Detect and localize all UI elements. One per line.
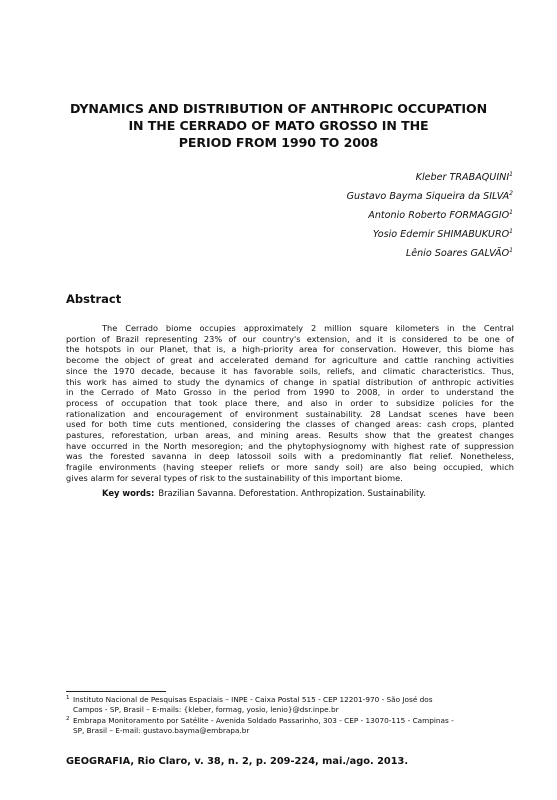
title-line: PERIOD FROM 1990 TO 2008 [178, 135, 379, 150]
abstract-line: gives alarm for several types of risk to the sustainability of this important biome. [66, 472, 403, 483]
footnote-mark: 2 [66, 716, 70, 723]
affiliation-mark: 1 [509, 227, 513, 235]
keywords-text: Brazilian Savanna. Deforestation. Anthropization. Sustainability. [158, 488, 426, 498]
footnotes [66, 695, 514, 737]
abstract-line: The Cerrado biome occupies approximately 2 million square kilometers in the Central [102, 323, 514, 333]
author-name: Gustavo Bayma Siqueira da SILVA [346, 191, 510, 202]
affiliation-mark: 1 [509, 170, 513, 178]
author [113, 168, 513, 187]
author [113, 206, 513, 225]
abstract-line: portion of Brazil representing 23% of our country's extension, and it is considered to be one of [66, 333, 514, 344]
abstract-line: become the object of great and accelerated demand for agriculture and cattle ranching activities [66, 355, 514, 366]
author-name: Antonio Roberto FORMAGGIO [368, 210, 510, 221]
author-list [113, 168, 513, 263]
abstract-line: rationalization and encouragement of environment sustainability. 28 Landsat scenes have been [66, 408, 514, 419]
author-name: Lênio Soares GALVÃO [405, 248, 510, 259]
author [113, 225, 513, 244]
footnote-rule [66, 691, 166, 692]
abstract-heading: Abstract [66, 292, 122, 306]
abstract-line: since the 1970 decade, because it has favorable soils, reliefs, and climatic characteristics. Thus, [66, 365, 514, 376]
abstract-line: in the Cerrado of Mato Grosso in the period from 1990 to 2008, in order to understand the [66, 387, 514, 398]
abstract-line: process of occupation that took place there, and also in order to subsidize policies for the [66, 397, 514, 408]
abstract-line: have occurred in the North mesoregion; and the phytophysiognomy with highest rate of suppression [66, 440, 514, 451]
footnote [66, 716, 514, 735]
footnote-line: Campos - SP, Brasil – E-mails: {kleber, formag, yosio, lenio}@dsr.inpe.br [73, 704, 339, 714]
author [113, 244, 513, 263]
paper-title [40, 100, 517, 151]
footnote-mark: 1 [66, 695, 70, 701]
keywords-label: Key words: [102, 488, 155, 498]
footnote-line: Embrapa Monitoramento por Satélite - Avenida Soldado Passarinho, 303 - CEP - 13070-115 - Campinas - [73, 716, 454, 726]
abstract-line: fragile environments (having steeper reliefs or more sandy soil) are also being occupied, which [66, 462, 514, 473]
title-line: IN THE CERRADO OF MATO GROSSO IN THE [128, 118, 429, 133]
author-name: Yosio Edemir SHIMABUKURO [372, 229, 510, 240]
footnote [66, 695, 514, 714]
abstract-line: this work has aimed to study the dynamics of change in spatial distribution of anthropic activities [66, 376, 514, 387]
footnote-line: Instituto Nacional de Pesquisas Espaciais – INPE - Caixa Postal 515 - CEP 12201-970 - São José dos [73, 695, 433, 704]
footnote-line: SP, Brasil – E-mail: gustavo.bayma@embrapa.br [73, 725, 250, 735]
abstract-line: used for both time cuts mentioned, considering the classes of changed areas: cash crops, planted [66, 419, 514, 430]
title-line: DYNAMICS AND DISTRIBUTION OF ANTHROPIC OCCUPATION [69, 101, 488, 116]
abstract-line: the hotspots in our Planet, that is, a high-priority area for conservation. However, this biome has [66, 344, 514, 355]
journal-citation: GEOGRAFIA, Rio Claro, v. 38, n. 2, p. 209-224, mai./ago. 2013. [66, 756, 409, 767]
abstract-line: was the forested savanna in deep latossoil soils with a predominantly flat relief. Nonetheless, [66, 451, 514, 462]
author-name: Kleber TRABAQUINI [415, 172, 510, 183]
affiliation-mark: 1 [509, 246, 513, 254]
affiliation-mark: 2 [509, 189, 513, 197]
abstract-body [66, 323, 514, 484]
keywords [102, 488, 522, 498]
abstract-line: pastures, reforestation, urban areas, and mining areas. Results show that the greatest changes [66, 430, 514, 441]
author [113, 187, 513, 206]
affiliation-mark: 1 [509, 208, 513, 216]
